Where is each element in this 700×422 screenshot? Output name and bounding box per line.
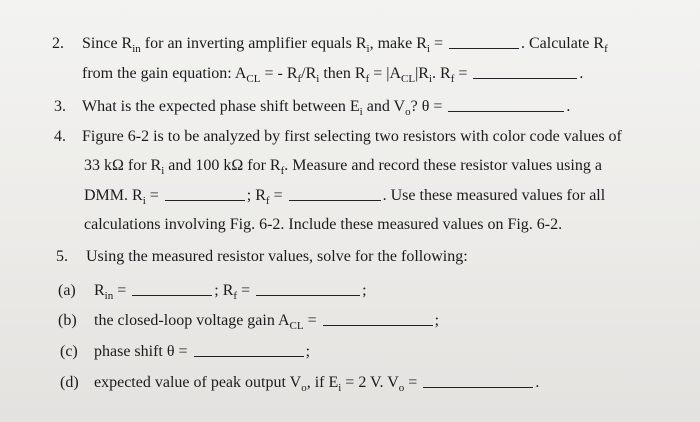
phase-answer-blank[interactable] [194,342,304,357]
q5c-label: (c) [60,343,78,360]
q4-text-3: DMM. $R_i$ = ; $R_f$ = . Use these measured values for all [84,187,606,207]
q5a-label: (a) [58,282,76,299]
q4-text-2: 33 kΩ for $R_i$ and 100 kΩ for $R_f$. Measure and record these resistor values using a [84,157,602,177]
q4-text-1: Figure 6-2 is to be analyzed by first selecting two resistors with color code values of [82,128,622,145]
q3-text: What is the expected phase shift between $E_i$ and $V_o$? θ = . [82,98,571,118]
q2-text-1: Since $R_{in}$ for an inverting amplifier equals $R_i$, make $R_i$ = . Calculate $R_f$ [82,35,608,55]
phase-shift-blank[interactable] [448,97,564,112]
rf-answer-blank[interactable] [256,281,360,296]
q5a-text: $R_{in}$ = ; $R_f$ = ; [94,282,367,302]
q2-number: 2. [52,35,64,52]
q3-number: 3. [54,98,66,115]
q5-number: 5. [56,248,68,265]
measured-ri-blank[interactable] [165,186,245,201]
q2-text-2: from the gain equation: $A_{CL}$ = - $R_f/R_i$ then $R_f = |A_{CL}|R_i$. $R_f$ = . [82,65,584,85]
q5b-text: the closed-loop voltage gain $A_{CL}$ = ; [94,312,440,332]
vo-blank[interactable] [423,373,533,388]
q5d-label: (d) [60,374,79,391]
q4-text-4: calculations involving Fig. 6-2. Include these measured values on Fig. 6-2. [84,216,563,233]
rf-blank[interactable] [473,64,577,79]
rin-blank[interactable] [132,281,212,296]
q5-intro: Using the measured resistor values, solve for the following: [86,248,468,265]
ri-blank[interactable] [449,34,519,49]
q4-number: 4. [54,128,66,145]
q5d-text: expected value of peak output $V_o$, if $E_i = 2$ V. $V_o$ = . [94,374,540,394]
gain-blank[interactable] [323,311,433,326]
q5b-label: (b) [58,312,77,329]
q5c-text: phase shift θ = ; [94,343,311,360]
measured-rf-blank[interactable] [289,186,381,201]
